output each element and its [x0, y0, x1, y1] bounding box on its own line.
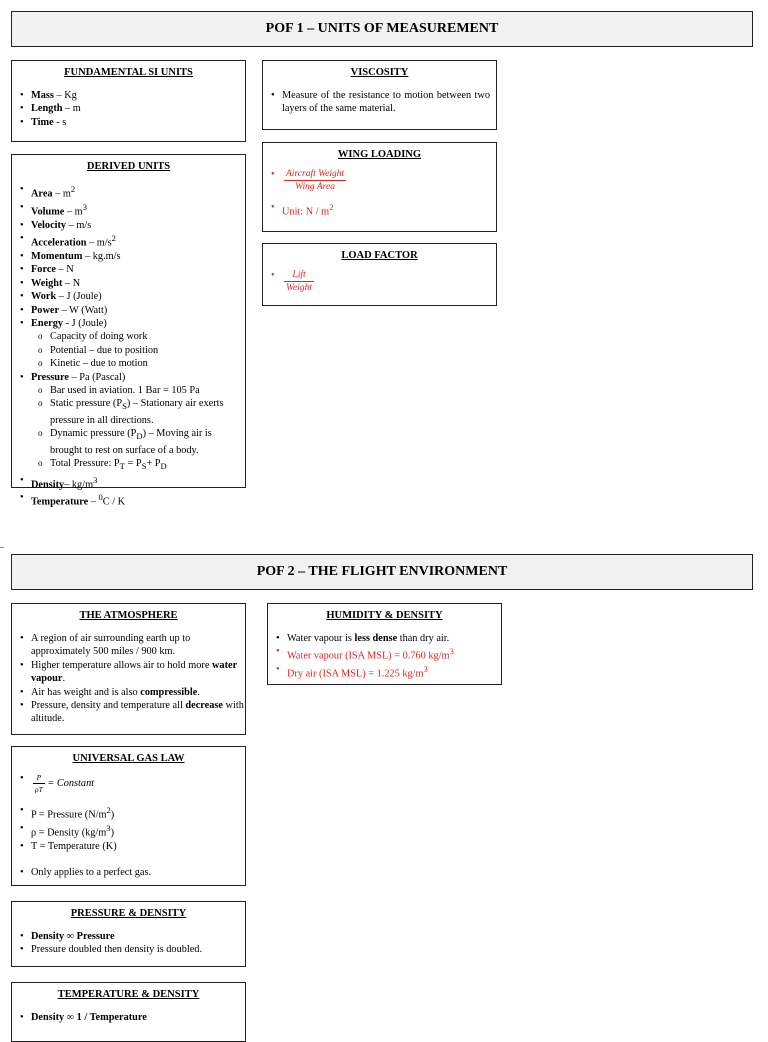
humidity-density-box: [267, 603, 502, 685]
derived-units-box: [11, 154, 246, 508]
temperature-density-title: TEMPERATURE & DENSITY: [57, 989, 200, 1000]
list-item: • Only applies to a perfect gas.: [12, 866, 245, 879]
list-item: • T = Temperature (K): [12, 840, 245, 853]
humidity-density-title: HUMIDITY & DENSITY: [326, 610, 443, 621]
list-subitem: o Potential – due to position: [12, 344, 245, 357]
load-factor-formula: [263, 270, 496, 293]
fundamental-si-units-list: [12, 89, 245, 129]
list-item: • Power – W (Watt): [12, 304, 245, 317]
wing-loading-title: WING LOADING: [337, 149, 422, 160]
list-subitem: o Kinetic – due to motion: [12, 357, 245, 370]
list-item: • Weight – N: [12, 277, 245, 290]
pressure-density-title: PRESSURE & DENSITY: [70, 908, 187, 919]
list-subitem: o Static pressure $(P_S)$ – Stationary air exerts pressure in all directions.: [12, 397, 245, 427]
list-item: • Pressure – Pa (Pascal): [12, 371, 245, 384]
viscosity-definition: • Measure of the resistance to motion between two layers of the same material.: [263, 89, 496, 116]
derived-units-list: [12, 183, 245, 509]
list-subitem: o Capacity of doing work: [12, 330, 245, 343]
list-subitem: o Bar used in aviation. 1 Bar = 105 Pa: [12, 384, 245, 397]
fundamental-si-units-box: [11, 60, 246, 142]
list-item: • Energy - J (Joule): [12, 317, 245, 330]
list-item: • Force – N: [12, 263, 245, 276]
wing-loading-list: [263, 169, 496, 219]
humidity-density-list: [268, 632, 501, 681]
list-item: • Temperature – $^0$C / K: [12, 491, 245, 509]
list-subitem: o Total Pressure: $P_T = P_S+ P_D$: [12, 457, 245, 473]
load-factor-box: [262, 243, 497, 306]
list-item: • Pressure, density and temperature all decrease with altitude.: [12, 699, 245, 726]
viscosity-title: VISCOSITY: [350, 67, 409, 78]
fundamental-si-units-title: FUNDAMENTAL SI UNITS: [64, 67, 193, 78]
list-item: • Pressure doubled then density is doubled.: [12, 943, 245, 956]
list-item: • Dry air (ISA MSL) = 1.225 $kg/m^3$: [268, 663, 501, 681]
derived-units-title: DERIVED UNITS: [86, 161, 171, 172]
list-item: • Acceleration – $m/s^2$: [12, 232, 245, 250]
list-item: • Water vapour (ISA MSL) = 0.760 $kg/m^3$: [268, 645, 501, 663]
list-item: • Momentum – kg.m/s: [12, 250, 245, 263]
pof2-section-title: POF 2 – THE FLIGHT ENVIRONMENT: [11, 554, 753, 590]
list-item: • Density ∞ 1 / Temperature: [12, 1011, 245, 1024]
atmosphere-box: [11, 603, 246, 735]
gas-law-title: UNIVERSAL GAS LAW: [72, 753, 185, 764]
list-item: • Area – $m^2$: [12, 183, 245, 201]
list-item: • Mass – Kg: [12, 89, 245, 102]
viscosity-box: [262, 60, 497, 130]
pressure-density-box: [11, 901, 246, 967]
wing-loading-formula: [263, 169, 496, 192]
viscosity-list: [263, 89, 496, 116]
atmosphere-title: THE ATMOSPHERE: [79, 610, 178, 621]
load-factor-list: [263, 270, 496, 293]
list-item: • Density ∞ Pressure: [12, 930, 245, 943]
list-item: • Higher temperature allows air to hold more water vapour.: [12, 659, 245, 686]
load-factor-title: LOAD FACTOR: [341, 250, 418, 261]
temperature-density-box: [11, 982, 246, 1042]
wing-loading-fraction: • $\frac{\text{Aircraft Weight}}{\text{Wing Area}}$: [286, 169, 345, 192]
list-item: • A region of air surrounding earth up to approximately 500 miles / 900 km.: [12, 632, 245, 659]
gas-law-fraction: • $\frac{P}{\rho T}$: [35, 773, 43, 794]
list-item: • ρ = Density $(kg/m^3)$: [12, 822, 245, 840]
temperature-density-list: [12, 1011, 245, 1024]
list-item: • Volume – $m^3$: [12, 201, 245, 219]
gas-law-list: [12, 773, 245, 879]
pof1-section-title: POF 1 – UNITS OF MEASUREMENT: [11, 11, 753, 47]
gas-law-equation: • $\frac{P}{\rho T}$ = Constant: [12, 773, 245, 794]
gas-law-box: [11, 746, 246, 886]
list-item: • P = Pressure $(N/m^2)$: [12, 804, 245, 822]
page-separator: [0, 547, 4, 548]
list-subitem: o Dynamic pressure $(P_D)$ – Moving air is brought to rest on surface of a body.: [12, 427, 245, 457]
list-item: • Velocity – m/s: [12, 219, 245, 232]
list-item: • Length – m: [12, 102, 245, 115]
list-item: • Time - s: [12, 116, 245, 129]
atmosphere-list: [12, 632, 245, 726]
list-item: • Density– $kg/m^3$: [12, 474, 245, 492]
wing-loading-unit: • Unit: N / $m^2$: [263, 201, 496, 219]
load-factor-fraction: • $\frac{\text{Lift}}{\text{Weight}}$: [286, 270, 313, 293]
pressure-density-list: [12, 930, 245, 957]
list-item: • Work – J (Joule): [12, 290, 245, 303]
wing-loading-box: [262, 142, 497, 232]
list-item: • Water vapour is less dense than dry air.: [268, 632, 501, 645]
list-item: • Air has weight and is also compressible.: [12, 686, 245, 699]
